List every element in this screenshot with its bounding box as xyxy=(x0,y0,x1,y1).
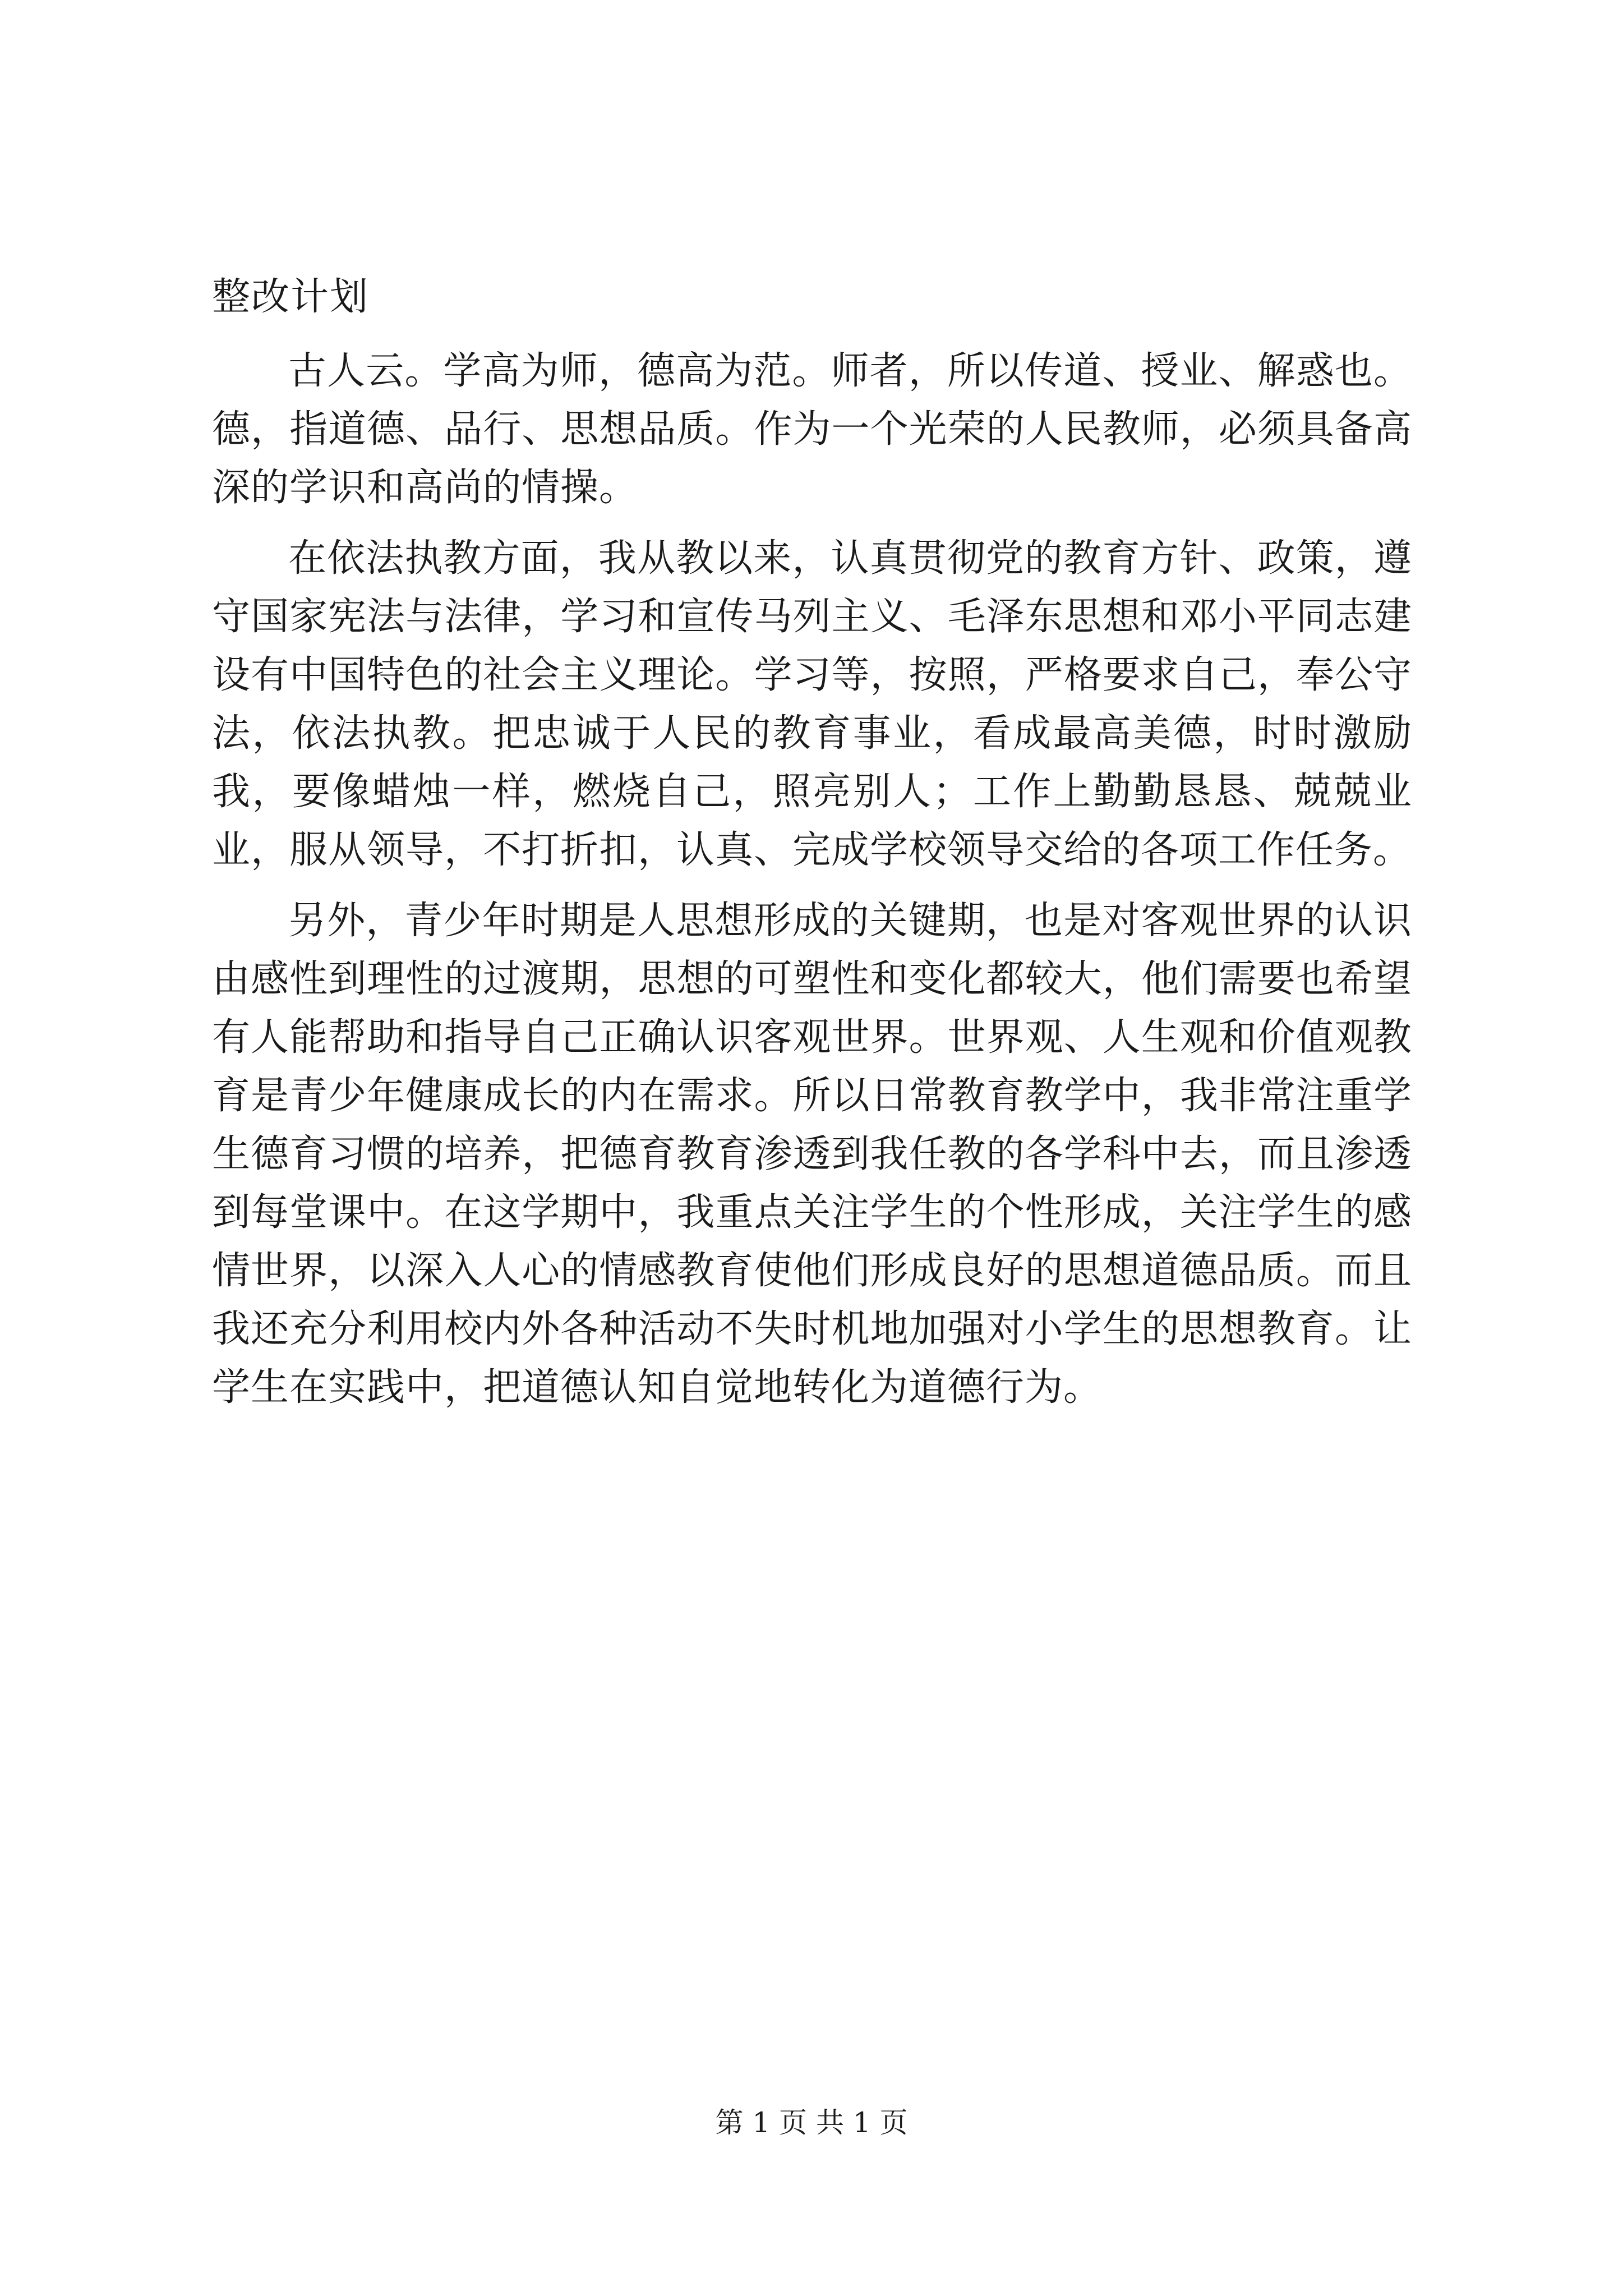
paragraph-3: 另外，青少年时期是人思想形成的关键期，也是对客观世界的认识由感性到理性的过渡期，思想的可塑性和变化都较大，他们需要也希望有人能帮助和指导自己正确认识客观世界。世界观、人生观和价值观教育是青少年健康成长的内在需求。所以日常教育教学中，我非常注重学生德育习惯的培养，把德育教育渗透到我任教的各学科中去，而且渗透到每堂课中。在这学期中，我重点关注学生的个性形成，关注学生的感情世界，以深入人心的情感教育使他们形成良好的思想道德品质。而且我还充分利用校内外各种活动不失时机地加强对小学生的思想教育。让学生在实践中，把道德认知自觉地转化为道德行为。 xyxy=(212,899,1412,1410)
document-title: 整改计划 xyxy=(212,275,370,319)
document-body xyxy=(212,268,1412,1417)
paragraph-1: 古人云。学高为师，德高为范。师者，所以传道、授业、解惑也。德，指道德、品行、思想品质。作为一个光荣的人民教师，必须具备高深的学识和高尚的情操。 xyxy=(212,349,1412,510)
page-number-footer: 第 1 页 共 1 页 xyxy=(715,2106,908,2139)
paragraph-2: 在依法执教方面，我从教以来，认真贯彻党的教育方针、政策，遵守国家宪法与法律，学习和宣传马列主义、毛泽东思想和邓小平同志建设有中国特色的社会主义理论。学习等，按照，严格要求自己，奉公守法，依法执教。把忠诚于人民的教育事业，看成最高美德，时时激励我，要像蜡烛一样，燃烧自己，照亮别人；工作上勤勤恳恳、兢兢业业，服从领导，不打折扣，认真、完成学校领导交给的各项工作任务。 xyxy=(212,536,1412,872)
